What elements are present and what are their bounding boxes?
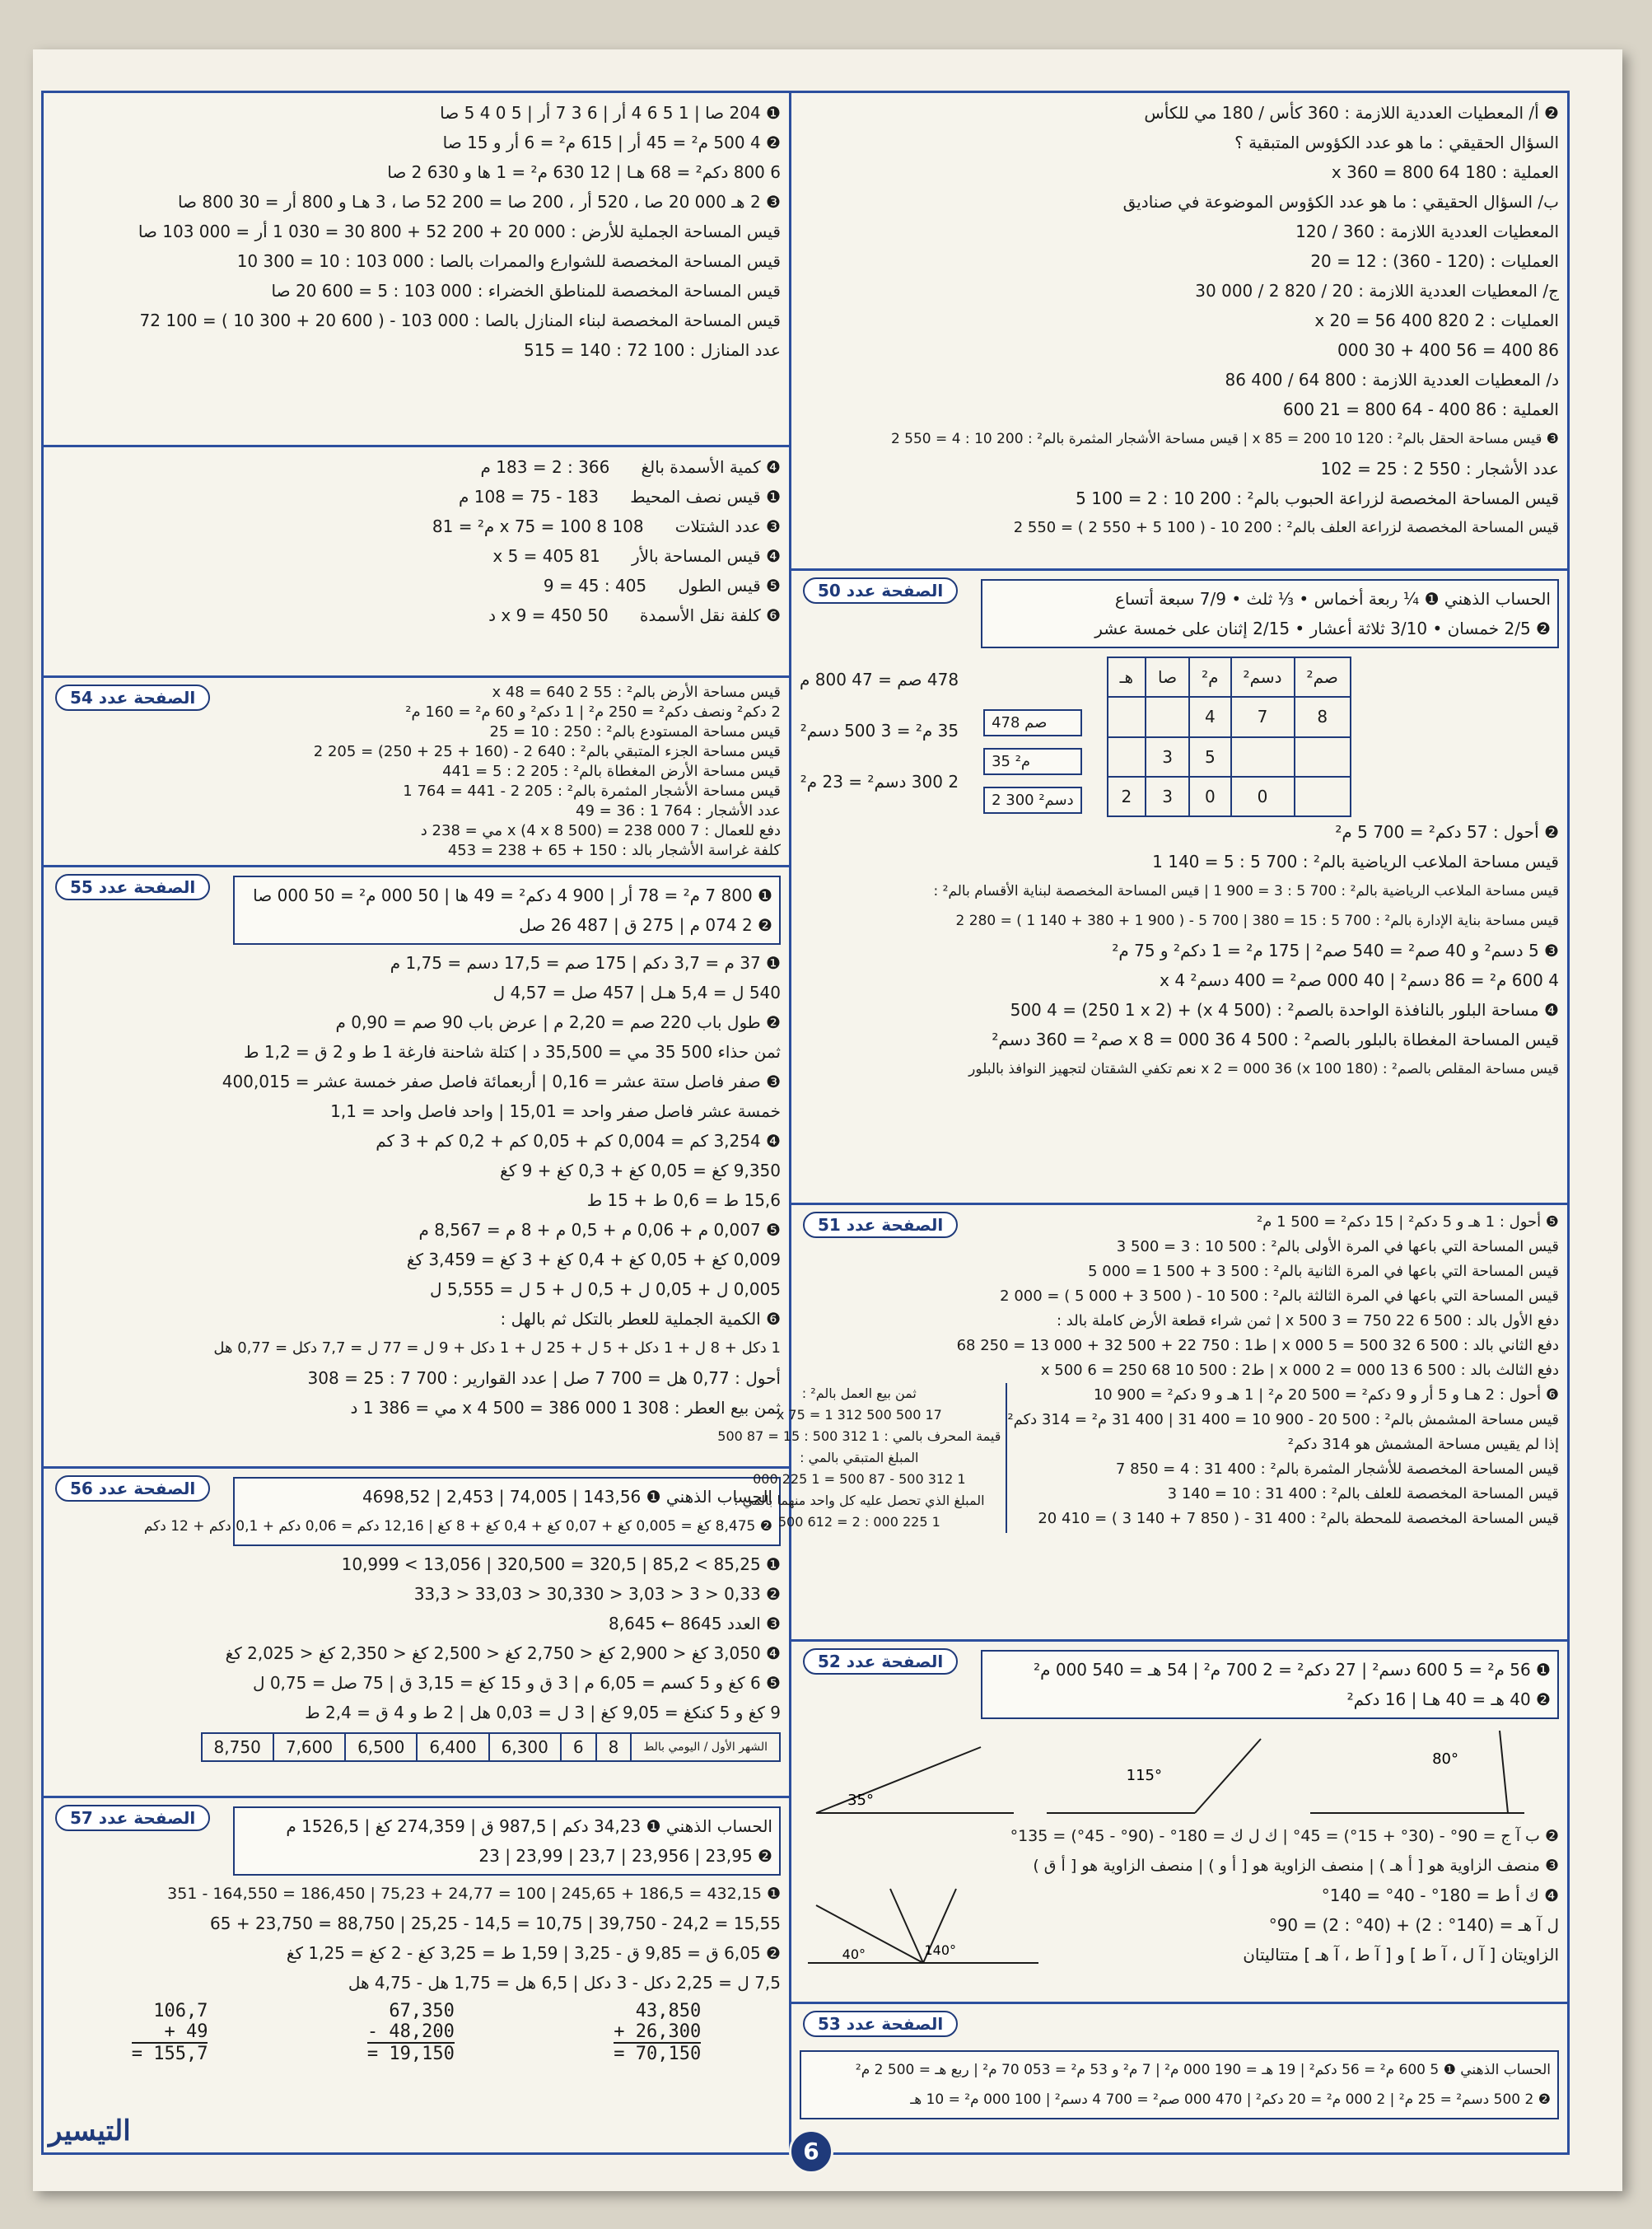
answer-line: دفع الثالث بالد : 500 6 x 000 2 = 000 13 | ط2 : 500 10 x 500 6 = 250 68 — [1040, 1362, 1559, 1379]
answer-line: العمليات : 2 820 x 20 = 56 400 — [1314, 311, 1559, 330]
angle-ray — [1500, 1731, 1508, 1813]
answer-line: ❷ 2 074 م | 275 ق | 487 26 صل — [519, 915, 772, 935]
answer-line: ❹ 3,254 كم = 0,004 كم + 0,05 كم + 0,2 كم + 3 كم — [376, 1131, 781, 1151]
step-value: 366 : 2 = 183 م — [480, 457, 610, 477]
answer-line: قيس المساحة المخصصة لبناء المنازل بالصا : 000 103 - ( 600 20 + 300 10 ) = 100 72 — [139, 311, 781, 330]
table-cell — [1108, 737, 1146, 777]
answer-line: ❹ مساحة البلور بالنافذة الواحدة بالصم² : (500 x 4) + (250 1 x 2) = 500 4 — [1010, 1000, 1559, 1020]
answer-line: ❷ 0,33 < 3 < 3,03 < 30,330 < 33,03 < 33,3 — [413, 1584, 781, 1604]
table-cell: 3 — [1146, 777, 1189, 816]
answer-line: 9 كغ و 5 كنكغ = 9,05 كغ | 3 ل = 0,03 هل | 2 ط و 4 ق = 2,4 ط — [305, 1703, 781, 1722]
table-header-cell: هـ — [1108, 657, 1146, 697]
result: = 155,7 — [131, 2044, 208, 2064]
answer-line: قيس المساحة المخصصة للمحطة بالم² : 400 31 - ( 850 7 + 140 3 ) = 410 20 — [1038, 1510, 1559, 1527]
label-box: 2 300 دسم² — [983, 787, 1082, 814]
table-cell: 0 — [1231, 777, 1295, 816]
answer-line: 35 م² = 3 500 دسم² — [800, 721, 959, 741]
steps-list — [52, 452, 781, 630]
page-badge-55: الصفحة عدد 55 — [55, 874, 210, 900]
step-row — [52, 600, 781, 630]
operand: + 49 — [132, 2021, 208, 2044]
answer-line: عدد الأشجار : 550 2 : 25 = 102 — [1320, 459, 1559, 479]
answer-line: قيس المساحة المخصصة للعلف بالم² : 400 31 : 10 = 140 3 — [1167, 1485, 1559, 1502]
answer-line: قيس المساحة المخصصة للأشجار المثمرة بالم² : 400 31 : 4 = 850 7 — [1115, 1460, 1559, 1478]
table-cell: 6,300 — [489, 1733, 561, 1761]
step-label: ❹ قيس المساحة بالأر — [631, 546, 781, 566]
answer-line: الحساب الذهني ❶ 34,23 دكم | 987,5 ق | 274,359 كغ | 1526,5 م — [286, 1816, 772, 1836]
answer-line: ❺ أحول : 1 هـ و 5 دكم² | 15 دكم² = 500 1 م² — [1256, 1213, 1559, 1231]
answer-line: 17 500 x 75 = 1 312 500 — [776, 1407, 942, 1423]
left-section-55 — [44, 867, 789, 1469]
operand: 106,7 — [153, 2001, 208, 2021]
mental-math-box — [981, 579, 1559, 648]
mental-math-box — [800, 2050, 1559, 2119]
right-section-52 — [791, 1642, 1567, 2004]
table-cell — [1295, 777, 1351, 816]
step-label: ❺ قيس الطول — [678, 576, 781, 596]
angle-label: 80° — [1432, 1750, 1458, 1768]
s52-text — [1047, 1881, 1559, 1971]
step-label: ❹ كمية الأسمدة بالغ — [641, 457, 781, 477]
answer-line: ❹ 3,050 كغ < 2,900 كغ < 2,750 كغ < 2,500 كغ < 2,350 كغ < 2,025 كغ — [225, 1643, 781, 1663]
s52-split — [800, 1881, 1559, 1971]
answer-line: ❷ 4 500 م² = 45 أر | 615 م² = 6 أر و 15 صا — [442, 133, 781, 152]
answer-line: إذا لم يقيس مساحة المشمش هو 314 دكم² — [1287, 1436, 1559, 1453]
operand: 67,350 — [389, 2001, 455, 2021]
mental-math-box — [233, 876, 781, 945]
answer-line: 15,55 = 24,2 - 39,750 | 10,75 = 14,5 - 25,25 | 88,750 = 23,750 + 65 — [210, 1914, 781, 1933]
left-section-1 — [44, 93, 789, 447]
step-value: 50 x 9 = 450 د — [488, 605, 609, 625]
answer-line: 86 400 = 56 400 + 30 000 — [1337, 340, 1559, 360]
answer-line: 9,350 كغ = 0,05 كغ + 0,3 كغ + 9 كغ — [500, 1161, 781, 1180]
answer-line: 0,009 كغ + 0,05 كغ + 0,4 كغ + 3 كغ = 3,459 كغ — [406, 1250, 781, 1269]
angles-figure — [800, 1722, 1559, 1821]
answer-line: قيس المساحة التي باعها في المرة الثانية بالم² : 500 3 + 500 1 = 000 5 — [1088, 1263, 1559, 1280]
answer-line: قيس المساحة التي باعها في المرة الأولى بالم² : 500 10 : 3 = 500 3 — [1116, 1238, 1559, 1255]
answer-line: الزاويتان [ آ ل ، آ ط ] و [ آ ط ، آ هـ ] متتاليتان — [1243, 1945, 1559, 1965]
s51-right-part — [1007, 1383, 1559, 1533]
answer-line: ثمن بيع العطر : 308 x 4 500 = 386 000 1 مي = 386 1 د — [350, 1398, 781, 1418]
answer-line: الحساب الذهني ❶ ¼ ربعة أخماس • ⅓ ثلث • 7/9 سبعة أتساع — [1114, 589, 1551, 609]
left-section-56 — [44, 1469, 789, 1798]
table-cell — [1295, 737, 1351, 777]
answer-line: قيمة المحرف بالمي : 1 312 500 : 15 = 87 500 — [717, 1428, 1001, 1444]
units-grid — [1107, 657, 1351, 817]
page-number: 6 — [789, 2129, 833, 2174]
answer-line: 478 صم = 47 800 م — [800, 670, 959, 689]
answer-line: العملية : 86 400 - 64 800 = 21 600 — [1282, 400, 1559, 419]
answer-line: ❷ 40 هـ = 40 هـا | 16 دكم² — [1346, 1689, 1551, 1709]
answer-line: قيس المساحة التي باعها في المرة الثالثة بالم² : 500 10 - ( 500 3 + 000 5 ) = 000 2 — [1000, 1287, 1559, 1305]
table-cell: 6,500 — [345, 1733, 417, 1761]
angle-label: 35° — [847, 1792, 874, 1809]
table-cell: 8 — [1295, 697, 1351, 736]
table-cell: 3 — [1146, 737, 1189, 777]
answer-line: قيس مساحة الأرض بالم² : 55 x 48 = 640 2 — [492, 684, 781, 701]
publisher-logo: التيسير — [49, 2115, 131, 2147]
table-header-cell: صم² — [1295, 657, 1351, 697]
answer-line: ثمن حذاء 500 35 مي = 35,500 د | كتلة شاحنة فارغة 1 ط و 2 ق = 1,2 ط — [244, 1042, 781, 1062]
left-column — [44, 93, 791, 2152]
answer-line: ❸ صفر فاصل ستة عشر = 0,16 | أربعمائة فاصل صفر خمسة عشر = 400,015 — [222, 1072, 781, 1091]
step-row — [52, 541, 781, 571]
table-cell: 8,750 — [202, 1733, 273, 1761]
page-sheet — [33, 49, 1622, 2191]
answer-line: دفع للعمال : 7 x (4 x 8 500) = 238 000 مي = 238 د — [420, 822, 781, 839]
answer-line: قيس مساحة الأشجار المثمرة بالم² : 205 2 - 441 = 764 1 — [403, 783, 781, 800]
right-section-53 — [791, 2004, 1567, 2152]
answer-line: ❷ ب آ ج = 90° - (30° + 15°) = 45° | ك ل ك = 180° - (90° - 45°) = 135° — [1010, 1827, 1559, 1845]
answer-line: السؤال الحقيقي : ما هو عدد الكؤوس المتبقية ؟ — [1234, 133, 1559, 152]
right-section-50 — [791, 571, 1567, 1205]
answer-line: الحساب الذهني ❶ 5 600 م² = 56 دكم² | 19 هـ = 190 000 م² | 7 م² و 53 م² = 053 70 م² | ربع هـ = 500 2 م² — [855, 2062, 1551, 2078]
answer-line: ❸ 5 دسم² و 40 صم² = 540 صم² | 175 م² = 1 دكم² و 75 م² — [1112, 941, 1559, 960]
step-row — [52, 512, 781, 541]
answer-line: 7,5 ل = 2,25 دكل - 3 دكل | 6,5 هل = 1,75 هل - 4,75 هل — [348, 1973, 781, 1993]
right-section-1 — [791, 93, 1567, 571]
step-value: 108 x 75 = 100 8 م² = 81 — [432, 516, 644, 536]
answer-line: ج/ المعطيات العددية اللازمة : 20 / 820 2 / 000 30 — [1195, 281, 1559, 301]
column-op — [367, 2001, 455, 2064]
answer-key-page — [41, 91, 1570, 2165]
angles-drawing-2 — [800, 1881, 1047, 1971]
answer-line: قيس مساحة المقلص بالصم² : (180 x 100) x 2 = 000 36 نعم تكفي الشقتان لتجهيز النوافذ بالبلور — [968, 1061, 1559, 1077]
table-row — [1108, 697, 1351, 736]
answer-line: المبلغ الذي تحصل عليه كل واحد منهما بالمي : — [734, 1493, 985, 1508]
step-row — [52, 452, 781, 482]
answer-line: د/ المعطيات العددية اللازمة : 800 64 / 400 86 — [1225, 370, 1559, 390]
step-value: 183 - 75 = 108 م — [458, 487, 599, 507]
table-cell: 6,400 — [417, 1733, 488, 1761]
result: = 70,150 — [614, 2044, 702, 2064]
conversion-labels — [983, 657, 1082, 817]
answer-line: ثمن بيع العمل بالم² : — [801, 1386, 917, 1401]
answer-line: قيس مساحة الملاعب الرياضية بالم² : 700 5 : 5 = 140 1 — [1152, 852, 1559, 872]
angle-ray — [816, 1747, 981, 1813]
answer-line: ❷ 23,95 | 23,956 | 23,7 | 23,99 | 23 — [478, 1846, 772, 1866]
right-section-51 — [717, 1205, 1567, 1642]
answer-line: دفع الأول بالد : 500 6 x 500 3 = 750 22 | ثمن شراء قطعة الأرض كاملة بالد : — [1057, 1312, 1559, 1329]
answer-line: قيس مساحة المستودع بالم² : 250 : 10 = 25 — [489, 723, 781, 741]
answer-line: ❻ الكمية الجملية للعطر بالتكل ثم بالهل : — [500, 1309, 781, 1329]
table-cell: 5 — [1189, 737, 1230, 777]
weights-table — [201, 1732, 781, 1762]
answer-line: ❷ 2/5 خمسان • 3/10 ثلاثة أعشار • 2/15 إثنان على خمسة عشر — [1094, 619, 1551, 638]
answer-line: ❸ منصف الزاوية هو [ أ هـ ) | منصف الزاوية هو [ أ و ) | منصف الزاوية هو [ أ ق ) — [1033, 1857, 1559, 1875]
column-operations — [52, 2001, 781, 2064]
answer-line: ب/ السؤال الحقيقي : ما هو عدد الكؤوس الموضوعة في صناديق — [1122, 192, 1559, 212]
answer-line: قيس مساحة الجزء المتبقي بالم² : 640 2 - (160 + 25 + 250) = 205 2 — [313, 743, 781, 760]
answer-line: 1 دكل + 8 ل + 1 دكل + 5 ل + 25 ل + 1 دكل + 9 ل = 77 ل = 7,7 دكل = 0,77 هل — [213, 1339, 781, 1357]
table-header-row — [1108, 657, 1351, 697]
answer-line: ❻ أحول : 2 هـا و 5 أر و 9 دكم² = 500 20 م² | 1 هـ و 9 دكم² = 900 10 — [1093, 1386, 1559, 1404]
step-label: ❸ عدد الشتلات — [674, 516, 781, 536]
answer-line: المعطيات العددية اللازمة : 360 / 120 — [1295, 222, 1559, 241]
table-cell: 7 — [1231, 697, 1295, 736]
answer-line: 1 312 500 - 87 500 = 1 225 000 — [753, 1471, 966, 1487]
answer-line: 15,6 ط = 0,6 ط + 15 ط — [586, 1190, 781, 1210]
step-label: ❻ كلفة نقل الأسمدة — [639, 605, 781, 625]
answer-line: قيس المساحة المخصصة لزراعة الحبوب بالم² : 200 10 : 2 = 100 5 — [1076, 488, 1559, 508]
answer-line: 4 600 م² = 86 دسم² | 40 000 صم² = 400 دسم² x 4 — [1160, 970, 1559, 990]
answer-line: ل آ هـ = (140° : 2) + (40° : 2) = 90° — [1268, 1915, 1559, 1935]
operand: - 48,200 — [366, 2021, 455, 2042]
page-badge-51: الصفحة عدد 51 — [803, 1212, 958, 1238]
table-cell: 4 — [1189, 697, 1230, 736]
answer-line: قيس المساحة الجملية للأرض : 000 20 + 200 52 + 800 30 = 030 1 أر = 000 103 صا — [138, 222, 781, 241]
column-op — [132, 2001, 208, 2064]
answer-line: العملية : 180 x 360 = 800 64 — [1331, 162, 1559, 182]
answer-line: عدد المنازل : 100 72 : 140 = 515 — [524, 340, 781, 360]
table-cell — [1108, 697, 1146, 736]
page-badge-50: الصفحة عدد 50 — [803, 577, 958, 604]
answer-line: أحول : 0,77 هل = 700 7 صل | عدد القوارير : 700 7 : 25 = 308 — [307, 1368, 781, 1388]
step-label: ❶ قيس نصف المحيط — [630, 487, 781, 507]
table-cell: 0 — [1189, 777, 1230, 816]
page-badge-56: الصفحة عدد 56 — [55, 1475, 210, 1502]
table-header-cell: الشهر الأول / اليومي بالط — [631, 1733, 780, 1761]
answer-line: ❸ العدد 8645 ← 8,645 — [608, 1614, 781, 1633]
answer-line: قيس مساحة الأرض المغطاة بالم² : 205 2 : 5 = 441 — [442, 763, 781, 780]
answer-line: قيس مساحة المشمش بالم² : 500 20 - 900 10 = 400 31 | 400 31 م² = 314 دكم² — [1007, 1411, 1559, 1428]
angles-drawing — [800, 1722, 1541, 1821]
answer-line: المبلغ المتبقي بالمي : — [800, 1450, 919, 1465]
table-row — [1108, 777, 1351, 816]
answer-line: 540 ل = 5,4 هـل | 457 صل = 4,57 ل — [492, 983, 781, 1002]
answer-line: كلفة غراسة الأشجار بالد : 150 + 65 + 238 = 453 — [447, 842, 781, 859]
answer-line: الحساب الذهني ❶ 143,56 | 74,005 | 2,453 | 4698,52 — [362, 1487, 772, 1507]
answer-line: ❷ طول باب 220 صم = 2,20 م | عرض باب 90 صم = 0,90 م — [335, 1012, 781, 1032]
answer-line: العمليات : (120 - 360) : 12 = 20 — [1310, 251, 1559, 271]
answer-line: 1 225 000 : 2 = 612 500 — [777, 1514, 940, 1530]
angle-label: 115° — [1126, 1767, 1162, 1784]
answer-line: 2 300 دسم² = 23 م² — [800, 772, 959, 792]
page-badge-53: الصفحة عدد 53 — [803, 2011, 958, 2037]
left-section-57 — [44, 1798, 789, 2152]
operand: 43,850 — [635, 2001, 702, 2021]
table-cell — [1146, 697, 1189, 736]
angle-label: 140° — [924, 1942, 956, 1958]
answer-line: قيس المساحة المخصصة للشوارع والممرات بالصا : 000 103 : 10 = 300 10 — [236, 251, 781, 271]
answer-line: قيس مساحة بناية الإدارة بالم² : 700 5 : 15 = 380 | 700 5 - ( 900 1 + 380 + 140 1 ) = 280 2 — [955, 913, 1559, 929]
answer-line: ❷ 6,05 ق = 9,85 ق - 3,25 | 1,59 ط = 3,25 كغ - 2 كغ = 1,25 كغ — [286, 1943, 781, 1963]
table-header-cell: صا — [1146, 657, 1189, 697]
answer-line: ❺ 0,007 م + 0,06 م + 0,5 م + 8 م = 8,567 م — [418, 1220, 781, 1240]
answer-line: ❶ 204 صا | 1 5 6 4 أر | 6 3 7 أر | 5 0 4 5 صا — [440, 103, 781, 123]
label-box: 478 صم — [983, 709, 1082, 736]
angle-figure-2 — [800, 1881, 1047, 1971]
mental-math-box — [981, 1650, 1559, 1719]
answer-line: عدد الأشجار : 764 1 : 36 = 49 — [576, 802, 781, 820]
angle-label: 40° — [842, 1946, 866, 1962]
step-row — [52, 571, 781, 600]
page-badge-54: الصفحة عدد 54 — [55, 685, 210, 711]
s51-split — [717, 1383, 1559, 1533]
left-section-54 — [44, 678, 789, 867]
table-cell: 8 — [596, 1733, 632, 1761]
answer-line: خمسة عشر فاصل صفر واحد = 15,01 | واحد فاصل واحد = 1,1 — [330, 1101, 781, 1121]
answer-line: ❷ 8,475 كغ = 0,005 كغ + 0,07 كغ + 0,4 كغ + 8 كغ | 12,16 دكم = 0,06 دكم + 0,1 دكم + 12 دكم — [143, 1518, 772, 1535]
conversion-list — [800, 657, 959, 817]
mental-math-box — [143, 1477, 781, 1546]
answer-line: ❶ 800 7 م² = 78 أر | 900 4 دكم² = 49 ها | 50 000 م² = 50 000 صا — [253, 886, 772, 905]
angle-ray — [816, 1905, 923, 1963]
angle-ray — [1195, 1739, 1261, 1813]
table-cell: 7,600 — [273, 1733, 345, 1761]
angle-ray — [890, 1889, 923, 1963]
table-cell: 2 — [1108, 777, 1146, 816]
table-header-cell: دسم² — [1231, 657, 1295, 697]
conversion-block — [800, 657, 1559, 817]
table-cell: 6 — [561, 1733, 596, 1761]
table-row — [202, 1733, 780, 1761]
answer-line: ❸ قيس مساحة الحقل بالم² : 120 x 85 = 200 10 | قيس مساحة الأشجار المثمرة بالم² : 200 10 : 4 = 550 2 — [890, 431, 1559, 447]
label-box: 35 م² — [983, 748, 1082, 775]
answer-line: ❷ أ/ المعطيات العددية اللازمة : 360 كأس / 180 مي للكأس — [1144, 103, 1559, 123]
answer-line: ❶ 37 م = 3,7 دكم | 175 صم = 17,5 دسم = 1,75 م — [390, 953, 781, 973]
s51-left-part — [717, 1383, 1007, 1533]
mental-math-box — [233, 1806, 781, 1876]
table-header-cell: م² — [1189, 657, 1230, 697]
page-badge-57: الصفحة عدد 57 — [55, 1805, 210, 1831]
answer-line: ❶ 56 م² = 5 600 دسم² | 27 دكم² = 2 700 م² | 54 هـ = 540 000 م² — [1034, 1660, 1551, 1680]
answer-line: قيس المساحة المغطاة بالبلور بالصم² : 500 4 x 8 = 000 36 صم² = 360 دسم² — [992, 1030, 1559, 1049]
answer-line: 2 دكم² ونصف دكم² = 250 م² | 1 دكم² و 60 م² = 160 م² — [405, 703, 781, 721]
answer-line: ❶ 432,15 = 186,5 + 245,65 | 100 = 24,77 + 75,23 | 186,450 = 164,550 - 351 — [167, 1885, 781, 1903]
column-op — [614, 2001, 701, 2064]
result: = 19,150 — [366, 2044, 455, 2064]
left-section-1b — [44, 447, 789, 678]
table-cell — [1231, 737, 1295, 777]
answer-line: 0,005 ل + 0,05 ل + 0,5 ل + 5 ل = 5,555 ل — [430, 1279, 781, 1299]
page-badge-52: الصفحة عدد 52 — [803, 1648, 958, 1675]
answer-line: ❺ 6 كغ و 5 كسم = 6,05 م | 3 ق و 15 كغ = 3,15 ق | 75 صل = 0,75 ل — [252, 1673, 781, 1693]
answer-line: قيس المساحة المخصصة لزراعة العلف بالم² : 200 10 - ( 100 5 + 550 2 ) = 550 2 — [1013, 519, 1559, 536]
operand: + 26,300 — [614, 2021, 702, 2042]
step-row — [52, 482, 781, 512]
answer-line: قيس مساحة الملاعب الرياضية بالم² : 700 5 : 3 = 900 1 | قيس المساحة المخصصة لبناية الأقسام بالم² : — [933, 883, 1559, 900]
answer-line: ❹ ك أ ط = 180° - 40° = 140° — [1321, 1886, 1559, 1905]
table-row — [1108, 737, 1351, 777]
step-value: 81 x 5 = 405 — [492, 546, 600, 566]
answer-line: ❷ أحول : 57 دكم² = 700 5 م² — [1335, 822, 1559, 842]
answer-line: 6 800 دكم² = 68 هـا | 12 630 م² = 1 ها و 630 2 صا — [387, 162, 781, 182]
answer-line: ❶ 85,25 > 85,2 | 320,5 = 320,500 | 13,056 > 10,999 — [341, 1554, 781, 1574]
answer-line: دفع الثاني بالد : 500 6 x 000 5 = 500 32 | ط1 : 750 22 + 500 32 + 000 13 = 250 68 — [956, 1337, 1559, 1354]
step-value: 405 : 45 = 9 — [543, 576, 647, 596]
answer-line: ❸ 2 هـ 000 20 صا ، 520 أر ، 200 صا = 200 52 صا ، 3 هـا و 800 أر = 30 800 صا — [177, 192, 781, 212]
answer-line: ❷ 2 500 دسم² = 25 م² | 2 000 م² = 20 دكم² | 470 000 صم² = 700 4 دسم² | 100 000 م² = 10 هـ — [910, 2091, 1551, 2108]
answer-line: قيس المساحة المخصصة للمناطق الخضراء : 000 103 : 5 = 600 20 صا — [271, 281, 781, 301]
